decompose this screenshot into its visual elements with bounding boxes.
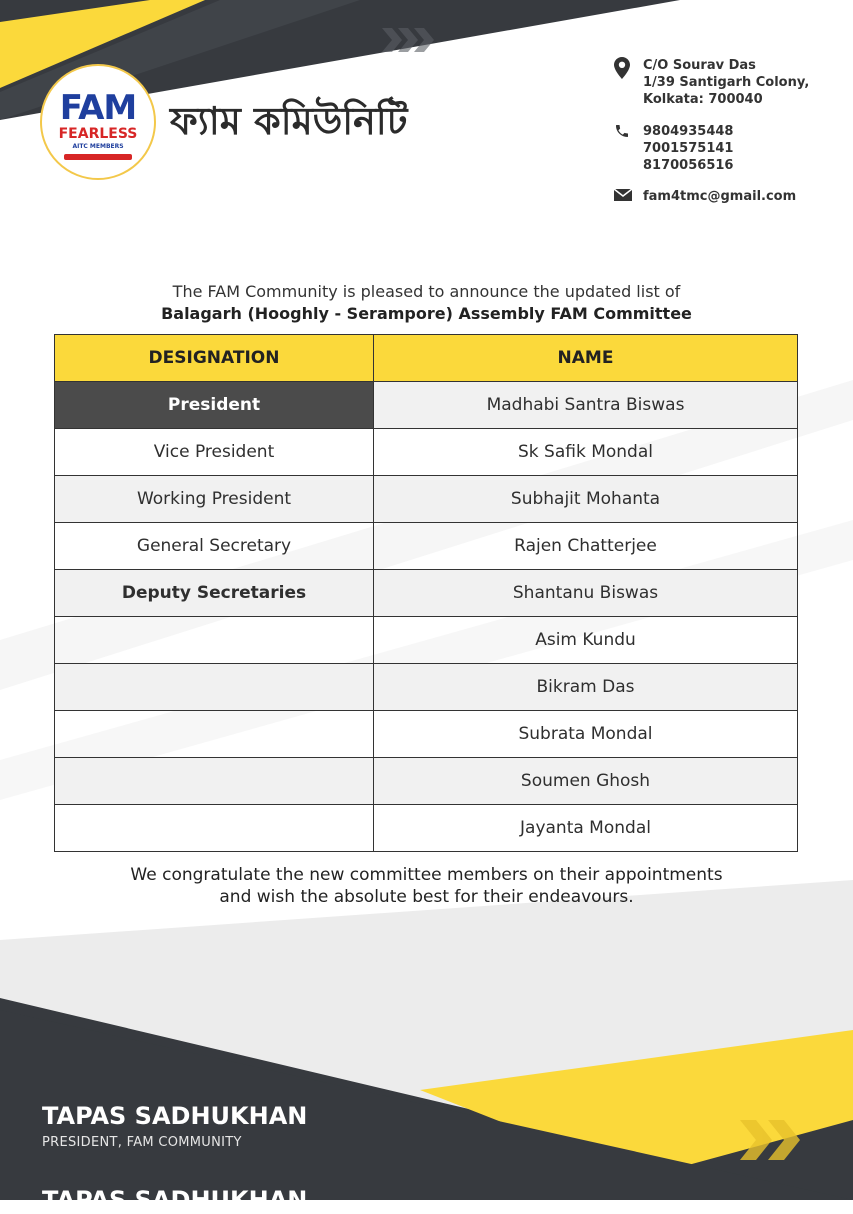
committee-title: Balagarh (Hooghly - Serampore) Assembly FAM Committee xyxy=(161,304,692,323)
table-row xyxy=(55,429,798,476)
table-row xyxy=(55,758,798,805)
phone-number-2[interactable]: 7001575141 xyxy=(643,141,734,156)
logo-fam-text: FAM xyxy=(59,88,137,128)
table-row xyxy=(55,711,798,758)
name-cell: Bikram Das xyxy=(374,664,798,711)
designation-cell: President xyxy=(55,382,374,429)
name-cell: Asim Kundu xyxy=(374,617,798,664)
phone-icon xyxy=(614,123,632,144)
signatory-name-cropped: TAPAS SADHUKHAN xyxy=(42,1186,308,1214)
phone-number-1[interactable]: 9804935448 xyxy=(643,124,734,139)
table-header-row xyxy=(55,335,798,382)
logo-red-bar xyxy=(64,154,132,160)
table-row xyxy=(55,664,798,711)
outro-line-1: We congratulate the new committee members on their appointments xyxy=(130,865,723,885)
address-line-3: Kolkata: 700040 xyxy=(643,92,763,107)
address-line-1: C/O Sourav Das xyxy=(643,58,756,73)
announcement-intro xyxy=(0,281,853,325)
table-row xyxy=(55,617,798,664)
phone-number-3[interactable]: 8170056516 xyxy=(643,158,734,173)
table-row xyxy=(55,570,798,617)
intro-line-1: The FAM Community is pleased to announce the updated list of xyxy=(172,282,681,301)
name-header: NAME xyxy=(374,335,798,382)
location-pin-icon xyxy=(614,57,632,84)
table-row xyxy=(55,523,798,570)
designation-cell xyxy=(55,758,374,805)
outro-line-2: and wish the absolute best for their endeavours. xyxy=(219,887,634,907)
committee-table xyxy=(54,334,798,852)
name-cell: Jayanta Mondal xyxy=(374,805,798,852)
table-row xyxy=(55,382,798,429)
designation-cell xyxy=(55,805,374,852)
address-line-2: 1/39 Santigarh Colony, xyxy=(643,75,810,90)
name-cell: Madhabi Santra Biswas xyxy=(374,382,798,429)
name-cell: Subhajit Mohanta xyxy=(374,476,798,523)
fam-logo xyxy=(40,64,156,180)
logo-fearless-text: FEARLESS xyxy=(58,126,138,142)
designation-cell xyxy=(55,664,374,711)
email-address[interactable]: fam4tmc@gmail.com xyxy=(643,189,797,204)
designation-cell: Working President xyxy=(55,476,374,523)
name-cell: Soumen Ghosh xyxy=(374,758,798,805)
table-row xyxy=(55,805,798,852)
designation-cell: Deputy Secretaries xyxy=(55,570,374,617)
bengali-title: ফ্যাম কমিউনিটি xyxy=(170,99,408,143)
designation-cell: General Secretary xyxy=(55,523,374,570)
designation-cell: Vice President xyxy=(55,429,374,476)
designation-header: DESIGNATION xyxy=(55,335,374,382)
name-cell: Subrata Mondal xyxy=(374,711,798,758)
signatory-name: TAPAS SADHUKHAN xyxy=(42,1102,308,1130)
name-cell: Sk Safik Mondal xyxy=(374,429,798,476)
table-row xyxy=(55,476,798,523)
signatory-title: PRESIDENT, FAM COMMUNITY xyxy=(42,1135,242,1150)
designation-cell xyxy=(55,617,374,664)
designation-cell xyxy=(55,711,374,758)
congratulation-message xyxy=(0,864,853,908)
name-cell: Rajen Chatterjee xyxy=(374,523,798,570)
name-cell: Shantanu Biswas xyxy=(374,570,798,617)
envelope-icon xyxy=(614,188,632,207)
logo-aitc-text: AITC MEMBERS xyxy=(72,143,124,150)
